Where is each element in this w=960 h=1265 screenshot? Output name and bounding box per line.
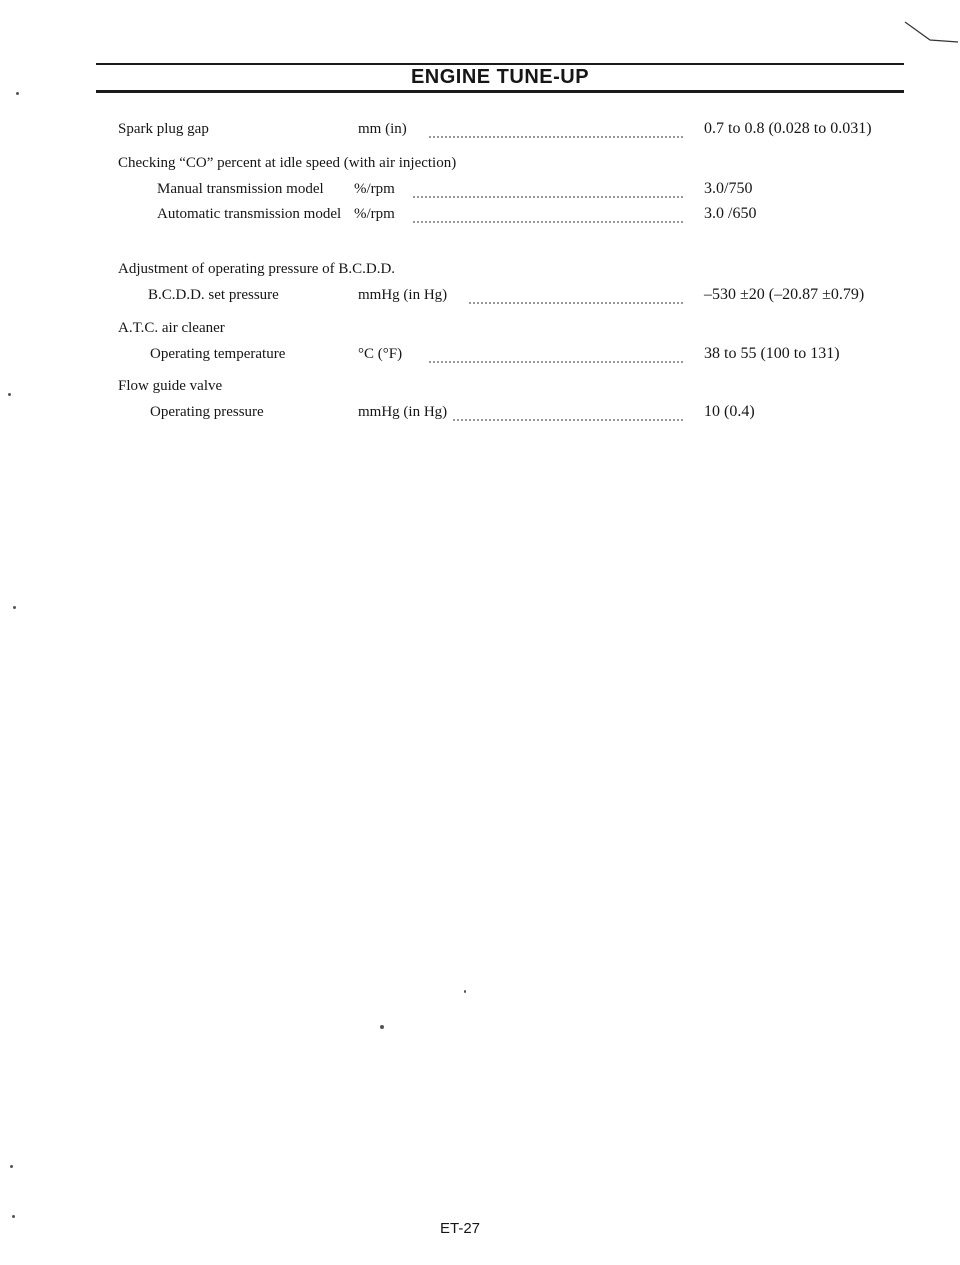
spec-value: 38 to 55 (100 to 131) xyxy=(704,345,840,362)
header-rule-top xyxy=(96,63,904,65)
scan-speck xyxy=(8,393,11,396)
spec-unit: mmHg (in Hg) xyxy=(358,404,448,420)
spec-value: 3.0 /650 xyxy=(704,205,757,222)
spec-label: Spark plug gap xyxy=(118,121,209,137)
section-heading-bcdd: Adjustment of operating pressure of B.C.D.D. xyxy=(118,261,396,277)
spec-unit: %/rpm xyxy=(354,206,395,222)
spec-value: 3.0/750 xyxy=(704,180,753,197)
spec-unit: mmHg (in Hg) xyxy=(358,287,448,303)
scan-speck xyxy=(10,1165,13,1168)
leader-dots xyxy=(412,221,684,223)
spec-unit: mm (in) xyxy=(358,121,407,137)
spec-unit: °C (°F) xyxy=(358,346,403,362)
scan-speck xyxy=(464,990,466,993)
spec-value: 10 (0.4) xyxy=(704,403,755,420)
page-number: ET-27 xyxy=(440,1220,481,1237)
section-heading-co: Checking “CO” percent at idle speed (with air injection) xyxy=(118,155,457,171)
spec-label: Manual transmission model xyxy=(157,181,324,197)
section-heading-flow-guide-valve: Flow guide valve xyxy=(118,378,223,394)
scan-corner-mark xyxy=(0,0,960,60)
leader-dots xyxy=(412,196,684,198)
leader-dots xyxy=(428,361,684,363)
spec-label: Operating temperature xyxy=(150,346,286,362)
scan-speck xyxy=(16,92,19,95)
spec-unit: %/rpm xyxy=(354,181,395,197)
scan-speck xyxy=(13,606,16,609)
section-heading-atc: A.T.C. air cleaner xyxy=(118,320,225,336)
scan-speck xyxy=(12,1215,15,1218)
page-title: ENGINE TUNE-UP xyxy=(410,66,590,88)
scan-speck xyxy=(380,1025,384,1029)
leader-dots xyxy=(428,136,684,138)
leader-dots xyxy=(468,302,684,304)
spec-label: B.C.D.D. set pressure xyxy=(148,287,279,303)
header-rule-bottom xyxy=(96,90,904,93)
spec-value: 0.7 to 0.8 (0.028 to 0.031) xyxy=(704,120,872,137)
spec-value: –530 ±20 (–20.87 ±0.79) xyxy=(704,286,865,303)
spec-label: Automatic transmission model xyxy=(157,206,342,222)
leader-dots xyxy=(452,419,684,421)
spec-label: Operating pressure xyxy=(150,404,264,420)
